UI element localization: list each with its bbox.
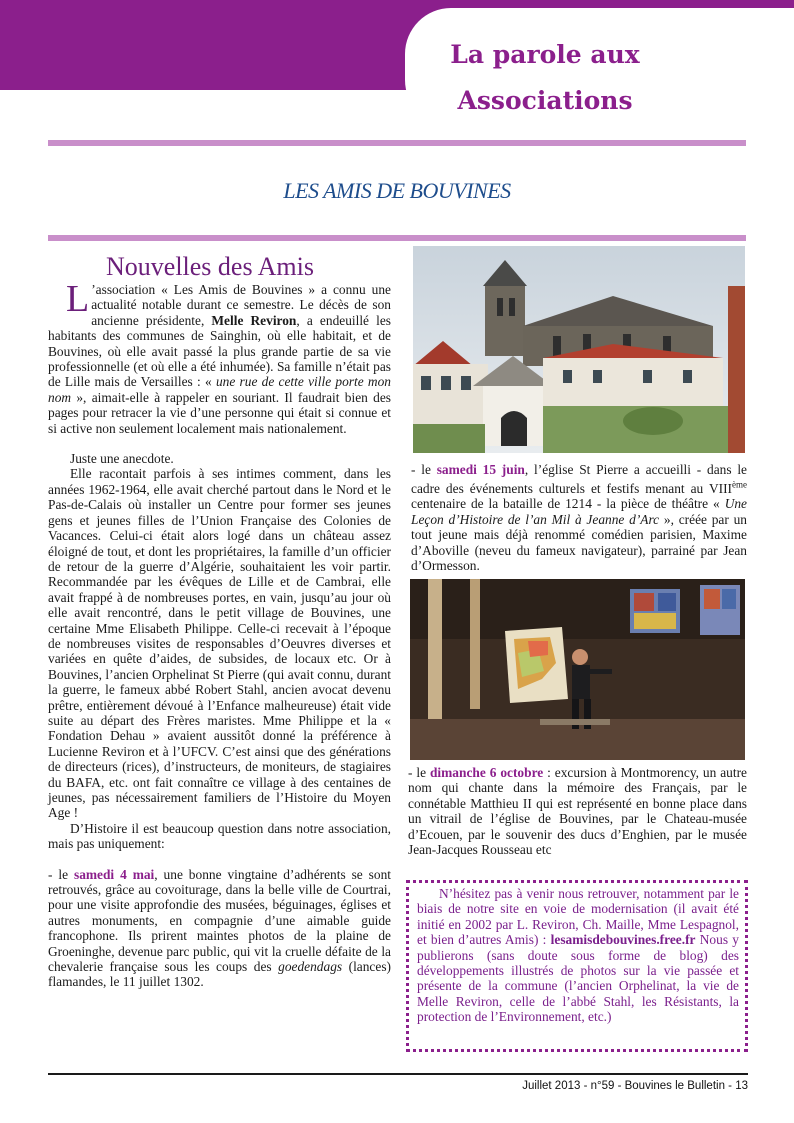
- text-run: (lances) flamandes, le 11 juillet 1302.: [48, 959, 391, 990]
- text-run: - le: [408, 765, 430, 780]
- text-run: N’hésitez pas à venir nous retrouver, notamment par le biais de notre site en voie de modernisation (il avait été initié en 2002 par L. Reviron, Ch. Maille, Mme Lespagnol, et bien d’autres Amis) :: [417, 886, 739, 948]
- left-column: [48, 278, 391, 990]
- text-run: - le: [411, 462, 437, 477]
- section-title: Nouvelles des Amis: [106, 252, 314, 281]
- header-title-tab: [405, 8, 794, 126]
- article-paragraph-courtrai: [48, 867, 391, 990]
- text-run: goedendags: [278, 959, 343, 975]
- text-run: ème: [732, 479, 747, 490]
- article-paragraph-intro: [48, 278, 391, 436]
- text-run: samedi 15 juin: [436, 462, 525, 477]
- text-run: Nous y publierons (sans doute sous forme de blog) des développements illustrés de photos sur la vie passée et présente de la commune (l’ancien Orphelinat, la vie de Melle Reviron, celle de l’abbé Stahl, les Résistants, la protection de l’Environnement, etc.): [417, 932, 739, 1025]
- right-column-top: [411, 462, 747, 573]
- text-run: », créée par un tout jeune mais déjà renommé comédien parisien, Maxime d’Aboville (neveu du fameux navigateur), parrainé par Jean d’Ormesson.: [411, 511, 747, 573]
- article-paragraph-anecdote: Juste une anecdote.: [70, 451, 174, 467]
- footer-rule: [48, 1073, 748, 1075]
- text-run: samedi 4 mai: [73, 866, 155, 882]
- association-title: LES AMIS DE BOUVINES: [283, 178, 511, 203]
- text-run: , une bonne vingtaine d’adhérents se sont retrouvés, grâce au covoiturage, dans la belle ville de Courtrai, pour une visite approfondie des musées, béguinages, églises et autres monuments, en compagnie d’une aimable guide francophone. Ils prirent maintes photos de la plaine de Groeninghe, devenue parc public, qui vit la cruelle défaite de la chevalerie française sous les coups des: [48, 866, 391, 975]
- text-run: : excursion à Montmorency, un autre nom qui chante dans la mémoire des Français, par le connétable Matthieu II qui est représenté en bonne place dans un vitrail de l’église de Bouvines, par le Chateau-musée d’Ecouen, par le souvenir des ducs d’Enghien, par le musée Jean-Jacques Rousseau etc: [408, 765, 747, 858]
- text-run: », aimait-elle à rappeler en souriant. Il faudrait bien des pages pour retracer la vie d’une personne qui était si connue et si active non seulement localement mais nationalement.: [48, 389, 391, 436]
- divider-bottom: [48, 235, 746, 241]
- text-run: Melle Reviron: [211, 312, 297, 328]
- theatre-photo: [410, 579, 745, 760]
- article-paragraph-juin: [411, 462, 747, 573]
- article-paragraph-octobre: [408, 765, 747, 857]
- drop-cap: L: [66, 278, 90, 320]
- text-run: dimanche 6 octobre: [429, 765, 544, 780]
- text-run: lesamisdebouvines.free.fr: [550, 932, 696, 948]
- header-title-line1: La parole aux: [450, 40, 640, 69]
- church-photo: [413, 246, 745, 453]
- article-paragraph-story: Elle racontait parfois à ses intimes comment, dans les années 1962-1964, elle avait cherché partout dans le Nord et le Pas-de-Calais où installer un Centre pour former ses jeunes gens et jeunes filles de l’Union Française des Colonies de Vacances. Celui-ci était alors logé dans un château assez éloigné de tout, et dont les propriétaires, la famille d’un officier de retour de la guerre d’Algérie, souhaitaient les voir partir. Recommandée par les évêques de Lille et de Cambrai, elle avait frappé à de nombreuses portes, en vain, jusqu’au jour où elle avait rencontré, dans le petit village de Bouvines, une certaine Mme Elisabeth Philippe. Celle-ci recevait à l’époque de nombreuses visites de responsables d’Oeuvres diverses et variées en quête d’aides, de subsides, de locaux etc. Or à Bouvines, l’ancien Orphelinat St Pierre (qui avait connu, durant la guerre, le fameux abbé Robert Stahl, ancien avocat devenu prêtre, entièrement dévoué à l’Enfance malheureuse) était vide suite au départ des Frères maristes. Mme Philippe et la « Fondation Dehau » avaient aussitôt donné la préférence à Lucienne Reviron et à l’UFCV. C’est ainsi que des générations de directeurs (rices), d’instructeurs, de moniteurs, de stagiaires du BAFA, etc. ont fait connaître ce village à des centaines de jeunes, pas nécessairement familiers de l’Histoire du Moyen Age !: [48, 466, 391, 821]
- divider-top: [48, 140, 746, 146]
- website-callout-box: [406, 880, 748, 1052]
- text-run: , l’église St Pierre a accueilli - dans le cadre des événements culturels et festifs menant au VIII: [411, 462, 747, 496]
- header-title-line2: Associations: [457, 86, 633, 115]
- right-column-bottom: [408, 765, 747, 857]
- text-run: Une Leçon d’Histoire de l’an Mil à Jeanne d’Arc: [411, 496, 747, 527]
- text-run: ’association « Les Amis de Bouvines » a connu une actualité notable durant ce semestre. Le décès de son ancienne présidente,: [91, 282, 391, 328]
- text-run: centenaire de la bataille de 1214 - la pièce de théâtre «: [411, 496, 725, 512]
- article-paragraph-history: D’Histoire il est beaucoup question dans notre association, mais pas uniquement:: [48, 820, 391, 852]
- footer-text: Juillet 2013 - n°59 - Bouvines le Bulletin - 13: [522, 1080, 748, 1092]
- callout-paragraph: [417, 886, 739, 1025]
- text-run: une rue de cette ville porte mon nom: [48, 374, 391, 405]
- text-run: - le: [48, 866, 74, 882]
- text-run: , a endeuillé les habitants des communes de Sainghin, où elle habitait, et de Bouvines, où elle avait passé la plus grande partie de sa vie professionnelle (et où elle a été inhumée). Sa famille n’était pas de Lille mais de Versailles : «: [48, 312, 391, 390]
